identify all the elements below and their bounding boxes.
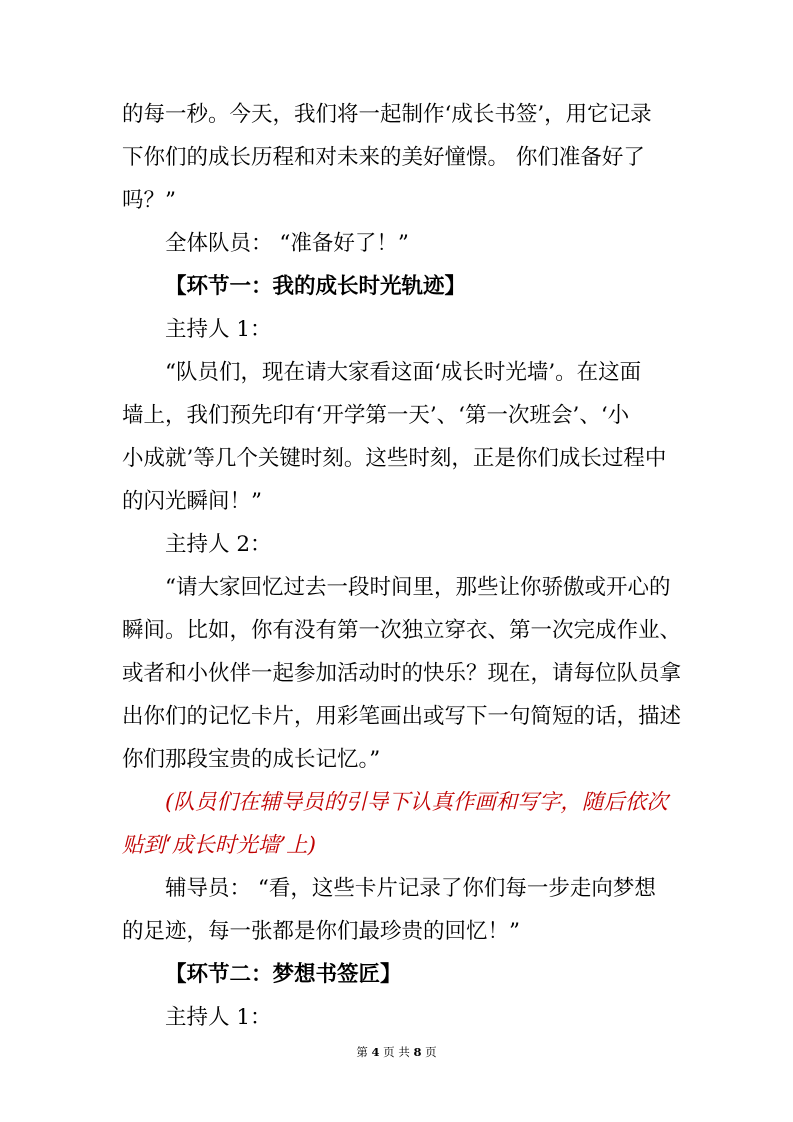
speaker-label: 主持人 1：	[165, 317, 272, 342]
paragraph-line: “请大家回忆过去一段时间里，那些让你骄傲或开心的	[165, 575, 671, 600]
stage-direction: (队员们在辅导员的引导下认真作画和写字，随后依次	[165, 790, 668, 815]
speaker-label: 主持人 1：	[165, 1005, 272, 1030]
paragraph-line: 下你们的成长历程和对未来的美好憧憬。 你们准备好了	[122, 145, 645, 170]
page-footer	[0, 1044, 793, 1060]
section-heading: 【环节二：梦想书签匠】	[165, 962, 402, 987]
footer-prefix: 第	[356, 1045, 368, 1059]
paragraph-line: “队员们，现在请大家看这面‘成长时光墙’。在这面	[165, 360, 642, 385]
current-page-number: 4	[371, 1045, 380, 1059]
speaker-label: 主持人 2：	[165, 532, 272, 557]
footer-middle: 页 共	[383, 1045, 410, 1059]
paragraph-line: 墙上，我们预先印有‘开学第一天’、‘第一次班会’、‘小	[122, 403, 630, 428]
paragraph-line: 你们那段宝贵的成长记忆。”	[122, 747, 381, 772]
paragraph-line: 的闪光瞬间！”	[122, 489, 262, 514]
stage-direction: 贴到‘成长时光墙’上)	[122, 833, 317, 858]
paragraph-line: 的每一秒。今天，我们将一起制作‘成长书签’，用它记录	[122, 102, 652, 127]
dialogue-line: 辅导员： “看，这些卡片记录了你们每一步走向梦想	[165, 876, 656, 901]
section-heading: 【环节一：我的成长时光轨迹】	[165, 274, 467, 299]
footer-suffix: 页	[425, 1045, 437, 1059]
total-page-number: 8	[413, 1045, 422, 1059]
paragraph-line: 的足迹，每一张都是你们最珍贵的回忆！”	[122, 919, 520, 944]
paragraph-line: 出你们的记忆卡片，用彩笔画出或写下一句简短的话，描述	[122, 704, 682, 729]
paragraph-line: 小成就’等几个关键时刻。这些时刻，正是你们成长过程中	[122, 446, 667, 471]
paragraph-line: 吗？”	[122, 188, 176, 213]
dialogue-line: 全体队员： “准备好了！”	[165, 231, 409, 256]
paragraph-line: 或者和小伙伴一起参加活动时的快乐？现在，请每位队员拿	[122, 661, 682, 686]
paragraph-line: 瞬间。比如，你有没有第一次独立穿衣、第一次完成作业、	[122, 618, 682, 643]
